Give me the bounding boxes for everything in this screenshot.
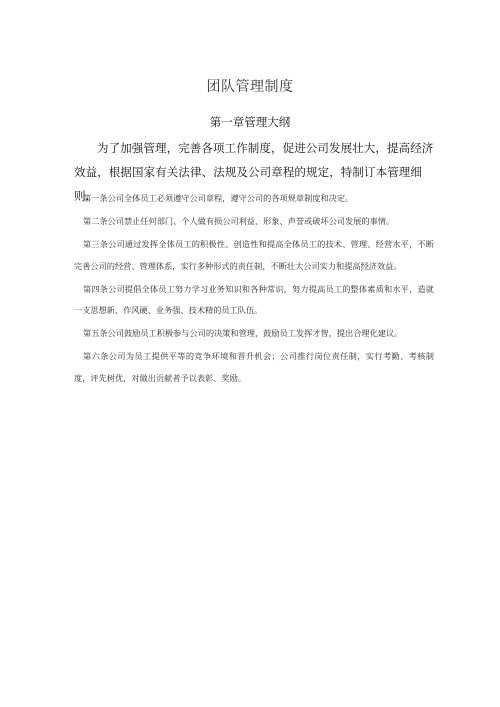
article-2: 第二条公司禁止任何部门、个人做有损公司利益、形象、声誉或破坏公司发展的事情。 (83, 216, 395, 226)
article-6: 第六条公司为员工提供平等的竞争环境和晋升机会；公司推行岗位责任制，实行考勤、考核制度，评先树优，对做出贡献者予以表彰、奖励。 (74, 351, 434, 383)
article-3: 第三条公司通过发挥全体员工的积极性、创造性和提高全体员工的技术、管理、经营水平，不断完善公司的经营、管理体系，实行多种形式的责任制，不断壮大公司实力和提高经济效益。 (74, 239, 434, 271)
intro-paragraph: 为了加强管理，完善各项工作制度，促进公司发展壮大，提高经济效益，根据国家有关法律、法规及公司章程的规定，特制订本管理细则. (74, 141, 434, 203)
article-list (74, 188, 434, 391)
article-1: 第一条公司全体员工必须遵守公司章程，遵守公司的各项规章制度和决定。 (83, 193, 354, 203)
chapter-title: 第一章管理大纲 (209, 115, 291, 129)
article-4: 第四条公司提倡全体员工努力学习业务知识和各种常识，努力提高员工的整体素质和水平，造就一支思想新、作风硬、业务强、技术精的员工队伍。 (74, 283, 434, 315)
document-title: 团队管理制度 (206, 79, 294, 95)
article-5: 第五条公司鼓励员工积极参与公司的决策和管理，鼓励员工发挥才智，提出合理化建议。 (83, 328, 403, 338)
